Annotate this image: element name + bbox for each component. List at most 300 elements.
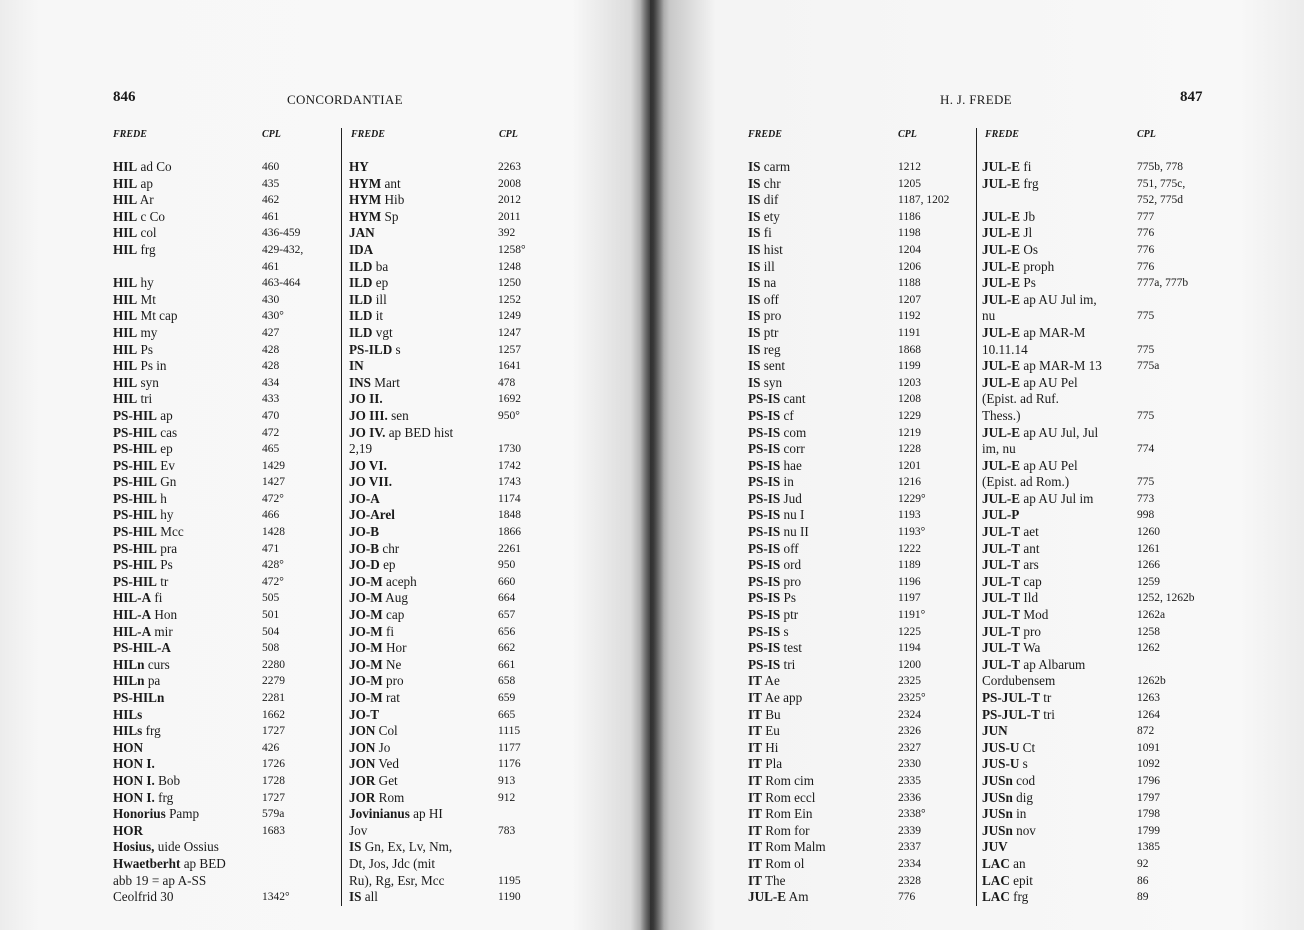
entry-siglum — [113, 275, 154, 292]
siglum-text: sent — [760, 358, 786, 374]
siglum-text: Pla — [761, 756, 783, 772]
entry-siglum — [349, 541, 399, 558]
index-entry — [748, 308, 973, 325]
index-entry — [748, 790, 973, 807]
index-entry — [349, 524, 579, 541]
siglum-bold: IT — [748, 706, 762, 722]
cpl-number: 661 — [498, 658, 516, 671]
cpl-number: 2281 — [262, 692, 285, 704]
siglum-text: pro — [780, 573, 802, 589]
cpl-number: 1212 — [898, 161, 921, 173]
cpl-number: 1200 — [898, 658, 921, 671]
column-head-cpl: CPL — [499, 129, 518, 140]
index-entry — [748, 242, 973, 259]
index-entry — [349, 657, 579, 674]
cpl-number: 466 — [262, 509, 280, 522]
siglum-text: in — [780, 474, 794, 490]
index-entry — [349, 574, 579, 591]
cpl-number: 1222 — [898, 542, 921, 555]
siglum-text: Os — [1020, 241, 1039, 257]
index-entry — [982, 524, 1222, 541]
entry-siglum — [113, 823, 143, 840]
entry-siglum — [349, 574, 417, 591]
index-entry — [982, 474, 1222, 491]
cpl-number: 1692 — [498, 393, 521, 406]
entry-siglum — [113, 458, 175, 475]
entry-siglum — [349, 242, 373, 259]
siglum-text: ars — [1020, 557, 1039, 573]
column-divider — [976, 128, 977, 906]
siglum-text: tri — [780, 656, 796, 672]
index-entry — [349, 474, 579, 491]
entry-siglum — [982, 790, 1033, 807]
siglum-bold: IT — [748, 772, 762, 788]
cpl-number: 1204 — [898, 243, 921, 256]
siglum-bold: JO-D — [349, 557, 380, 573]
siglum-text: aceph — [382, 573, 417, 589]
siglum-text: ant — [1020, 540, 1040, 556]
siglum-bold: PS-HIL — [113, 457, 157, 473]
index-entry — [113, 607, 338, 624]
index-entry — [113, 425, 338, 442]
cpl-number: 752, 775d — [1137, 194, 1183, 207]
entry-siglum — [982, 740, 1035, 757]
siglum-text: ap MAR-M 13 — [1020, 358, 1102, 374]
index-entry — [748, 507, 973, 524]
index-entry — [748, 192, 973, 209]
entry-siglum — [748, 889, 808, 906]
entry-siglum — [982, 425, 1098, 442]
siglum-bold: PS-HIL — [113, 540, 157, 556]
entry-siglum — [748, 408, 794, 425]
cpl-number: 1197 — [898, 592, 921, 605]
cpl-number: 1662 — [262, 708, 285, 721]
entry-siglum — [349, 839, 452, 856]
cpl-number: 775a — [1137, 360, 1160, 373]
siglum-text: dif — [760, 192, 779, 208]
siglum-bold: PS-ILD — [349, 341, 393, 357]
siglum-text: it — [372, 308, 384, 324]
cpl-number: 1206 — [898, 260, 921, 273]
siglum-bold: IS — [748, 291, 761, 307]
index-entry — [349, 773, 579, 790]
cpl-number: 89 — [1137, 891, 1149, 904]
entry-siglum — [748, 574, 801, 591]
index-entry — [349, 325, 579, 342]
index-entry — [748, 209, 973, 226]
cpl-number: 1266 — [1137, 559, 1160, 572]
cpl-number: 428 — [262, 343, 280, 356]
entry-siglum — [349, 159, 369, 176]
cpl-number: 665 — [498, 708, 516, 721]
entry-siglum — [113, 425, 177, 442]
siglum-bold: JUSn — [982, 822, 1013, 838]
cpl-number: 660 — [498, 575, 516, 588]
cpl-number: 1868 — [898, 343, 921, 356]
siglum-text: Jud — [780, 490, 802, 506]
siglum-bold: JO-M — [349, 590, 383, 606]
entry-siglum — [113, 192, 154, 209]
index-entry — [982, 308, 1222, 325]
siglum-text: ap — [137, 175, 153, 191]
siglum-bold: IT — [748, 756, 762, 772]
cpl-number: 775 — [1137, 409, 1155, 422]
cpl-number: 657 — [498, 609, 516, 622]
siglum-bold: IS — [748, 341, 761, 357]
index-entry — [349, 342, 579, 359]
siglum-bold: HON I. — [113, 756, 155, 772]
siglum-text: ptr — [780, 607, 799, 623]
cpl-number: 1176 — [498, 758, 521, 771]
siglum-text: cf — [780, 407, 794, 423]
siglum-bold: PS-IS — [748, 441, 781, 457]
siglum-text: na — [760, 275, 777, 291]
index-entry — [113, 806, 338, 823]
cpl-number: 775 — [1137, 476, 1155, 489]
cpl-number: 950° — [498, 409, 520, 422]
entry-siglum — [748, 839, 826, 856]
column-head-frede: FREDE — [985, 129, 1019, 140]
siglum-text: aet — [1020, 524, 1039, 540]
entry-siglum — [349, 225, 375, 242]
index-entry — [982, 574, 1222, 591]
siglum-text: hy — [156, 507, 174, 523]
entry-siglum — [349, 292, 387, 309]
entry-siglum — [113, 557, 173, 574]
cpl-number: 775 — [1137, 310, 1155, 323]
index-entry — [349, 441, 579, 458]
index-entry — [982, 873, 1222, 890]
entry-siglum — [748, 590, 796, 607]
cpl-number: 1186 — [898, 210, 921, 223]
siglum-text: fi — [760, 225, 772, 241]
book-gutter — [640, 0, 664, 930]
siglum-text: Hib — [381, 192, 405, 208]
siglum-bold: HYM — [349, 192, 382, 208]
siglum-bold: PS-IS — [748, 640, 781, 656]
siglum-bold: HYM — [349, 208, 382, 224]
index-entry — [113, 441, 338, 458]
siglum-text: my — [137, 324, 158, 340]
index-entry — [113, 358, 338, 375]
siglum-text: off — [780, 540, 799, 556]
siglum-bold: IT — [748, 872, 762, 888]
siglum-bold: JUL-E — [982, 241, 1021, 257]
cpl-number: 1259 — [1137, 575, 1160, 588]
entry-siglum — [113, 159, 172, 176]
siglum-bold: PS-IS — [748, 457, 781, 473]
entry-siglum — [113, 690, 164, 707]
cpl-number: 2337 — [898, 841, 921, 854]
entry-siglum — [748, 723, 780, 740]
entry-siglum — [982, 441, 1016, 458]
siglum-bold: JO-B — [349, 540, 380, 556]
siglum-bold: PS-HILn — [113, 690, 165, 705]
right-page — [650, 0, 1304, 930]
entry-siglum — [982, 474, 1069, 491]
cpl-number: 1205 — [898, 177, 921, 190]
entry-siglum — [982, 657, 1085, 674]
index-entry — [349, 275, 579, 292]
entry-siglum — [982, 624, 1041, 641]
entry-siglum — [349, 192, 404, 209]
entry-siglum — [349, 408, 409, 425]
cpl-number: 1225 — [898, 625, 921, 638]
siglum-bold: JUSn — [982, 789, 1013, 805]
siglum-text: ap HI — [409, 806, 443, 822]
index-entry — [113, 740, 338, 757]
index-entry — [349, 806, 579, 823]
index-entry — [982, 756, 1222, 773]
siglum-text: mir — [151, 623, 173, 639]
entry-siglum — [748, 342, 781, 359]
siglum-text: ap AU Pel — [1020, 457, 1078, 473]
entry-siglum — [982, 491, 1093, 508]
siglum-bold: IS — [349, 889, 362, 905]
index-entry — [982, 159, 1222, 176]
cpl-number: 1188 — [898, 277, 921, 290]
index-entry — [982, 707, 1222, 724]
index-entry — [982, 507, 1222, 524]
index-entry — [982, 541, 1222, 558]
entry-siglum — [748, 159, 790, 176]
running-head: CONCORDANTIAE — [287, 92, 403, 107]
index-entry — [748, 375, 973, 392]
entry-siglum — [982, 707, 1055, 724]
siglum-bold: JUL-E — [982, 324, 1021, 340]
entry-siglum — [748, 225, 772, 242]
index-entry — [349, 391, 579, 408]
entry-siglum — [113, 391, 152, 408]
siglum-bold: IT — [748, 690, 762, 705]
siglum-text: Sp — [381, 208, 399, 224]
index-entry — [748, 425, 973, 442]
cpl-number: 912 — [498, 791, 516, 804]
entry-siglum — [748, 673, 780, 690]
entry-siglum — [113, 673, 160, 690]
siglum-bold: IS — [748, 175, 761, 191]
siglum-bold: JUV — [982, 839, 1008, 855]
cpl-number: 505 — [262, 592, 280, 605]
siglum-text: Ps — [1020, 275, 1036, 291]
siglum-bold: JUL-E — [982, 457, 1021, 473]
siglum-text: Cordubensem — [982, 673, 1056, 689]
siglum-bold: PS-IS — [748, 573, 781, 589]
entry-siglum — [982, 541, 1040, 558]
siglum-bold: IS — [748, 225, 761, 241]
index-entry — [349, 292, 579, 309]
index-entry — [748, 723, 973, 740]
cpl-number: 1866 — [498, 526, 521, 539]
siglum-bold: JO II. — [349, 391, 383, 407]
cpl-number: 2336 — [898, 791, 921, 804]
cpl-number: 430° — [262, 310, 284, 323]
siglum-bold: HIL — [113, 225, 138, 241]
siglum-text: Hon — [151, 607, 178, 623]
entry-siglum — [982, 275, 1036, 292]
siglum-text: curs — [144, 656, 170, 672]
index-entry — [748, 259, 973, 276]
cpl-number: 1201 — [898, 459, 921, 472]
siglum-bold: ILD — [349, 324, 373, 340]
siglum-bold: PS-HIL — [113, 474, 157, 490]
siglum-bold: JO IV. — [349, 424, 386, 440]
siglum-text: ety — [760, 208, 780, 224]
index-entry — [349, 707, 579, 724]
siglum-text: com — [780, 424, 807, 440]
entry-siglum — [748, 773, 814, 790]
siglum-bold: PS-JUL-T — [982, 690, 1040, 705]
index-entry — [349, 740, 579, 757]
siglum-text: ep — [379, 557, 396, 573]
entry-siglum — [982, 856, 1026, 873]
index-entry — [349, 607, 579, 624]
index-entry — [113, 557, 338, 574]
index-entry — [748, 325, 973, 342]
cpl-number: 776 — [1137, 243, 1155, 256]
entry-siglum — [748, 441, 805, 458]
siglum-bold: LAC — [982, 889, 1010, 905]
entry-siglum — [748, 491, 802, 508]
entry-siglum — [349, 358, 364, 375]
index-entry — [748, 740, 973, 757]
cpl-number: 1428 — [262, 526, 285, 539]
siglum-bold: JUL-E — [982, 208, 1021, 224]
siglum-bold: JO-M — [349, 673, 383, 689]
siglum-text: Rom cim — [761, 772, 814, 788]
index-entry — [748, 756, 973, 773]
entry-siglum — [113, 325, 157, 342]
siglum-bold: JO VI. — [349, 457, 387, 473]
index-entry — [349, 541, 579, 558]
siglum-bold: ILD — [349, 275, 373, 291]
entry-siglum — [748, 823, 810, 840]
cpl-number: 1743 — [498, 476, 521, 489]
siglum-text: Ev — [156, 457, 175, 473]
siglum-bold: PS-HIL — [113, 490, 157, 506]
entry-siglum — [982, 458, 1078, 475]
index-entry — [113, 823, 338, 840]
index-entry — [349, 723, 579, 740]
index-entry — [349, 507, 579, 524]
entry-siglum — [982, 574, 1042, 591]
entry-siglum — [349, 690, 400, 707]
siglum-bold: IS — [748, 324, 761, 340]
index-entry — [113, 590, 338, 607]
cpl-number: 1208 — [898, 393, 921, 406]
siglum-text: (Epist. ad Rom.) — [982, 474, 1070, 490]
siglum-text: tri — [137, 391, 153, 407]
index-entry — [748, 839, 973, 856]
entry-siglum — [748, 640, 802, 657]
cpl-number: 1207 — [898, 293, 921, 306]
index-entry — [113, 275, 338, 292]
siglum-text: Bob — [154, 772, 181, 788]
cpl-number: 1249 — [498, 310, 521, 323]
column-head-cpl: CPL — [898, 129, 917, 140]
cpl-number: 2335 — [898, 774, 921, 787]
index-entry — [982, 640, 1222, 657]
siglum-bold: JUL-T — [982, 656, 1021, 672]
siglum-bold: IS — [748, 374, 761, 390]
siglum-text: syn — [760, 374, 783, 390]
siglum-text: cas — [156, 424, 178, 440]
entry-siglum — [113, 209, 165, 226]
cpl-number: 471 — [262, 542, 280, 555]
cpl-number: 1199 — [898, 360, 921, 373]
siglum-text: pro — [1020, 623, 1041, 639]
entry-siglum — [113, 640, 171, 657]
siglum-text: rat — [382, 690, 400, 705]
index-entry — [113, 873, 338, 890]
siglum-bold: HYM — [349, 175, 382, 191]
index-entry — [113, 707, 338, 724]
index-entry — [748, 557, 973, 574]
siglum-bold: IS — [748, 258, 761, 274]
cpl-number: 662 — [498, 642, 516, 655]
index-entry — [113, 292, 338, 309]
cpl-number: 2012 — [498, 194, 521, 207]
cpl-number: 1799 — [1137, 824, 1160, 837]
siglum-bold: JO-T — [349, 706, 380, 722]
index-entry — [349, 192, 579, 209]
index-entry — [113, 640, 338, 657]
siglum-text: tr — [156, 573, 169, 589]
siglum-text: Thess.) — [982, 407, 1021, 423]
siglum-text: Dt, Jos, Jdc (mit — [349, 855, 436, 871]
siglum-text: (Epist. ad Ruf. — [982, 391, 1059, 407]
entry-siglum — [113, 574, 168, 591]
entry-siglum — [748, 790, 815, 807]
siglum-text: h — [156, 490, 167, 506]
column-divider — [341, 128, 342, 906]
siglum-bold: HOR — [113, 822, 144, 838]
siglum-bold: JO-A — [349, 490, 380, 506]
siglum-text: Ar — [137, 192, 154, 208]
index-entry — [349, 225, 579, 242]
siglum-bold: PS-JUL-T — [982, 706, 1040, 722]
cpl-number: 1258° — [498, 243, 526, 256]
entry-siglum — [113, 308, 177, 325]
entry-siglum — [349, 209, 398, 226]
index-entry — [982, 607, 1222, 624]
index-entry — [748, 624, 973, 641]
siglum-bold: JO III. — [349, 407, 388, 423]
index-entry — [982, 242, 1222, 259]
siglum-bold: JUL-E — [982, 358, 1021, 374]
cpl-number: 1427 — [262, 476, 285, 489]
siglum-text: Mart — [371, 374, 400, 390]
cpl-number: 1250 — [498, 277, 521, 290]
index-entry — [113, 657, 338, 674]
index-entry — [982, 358, 1222, 375]
entry-siglum — [748, 375, 782, 392]
entry-siglum — [748, 275, 776, 292]
siglum-text: col — [137, 225, 157, 241]
index-entry — [113, 507, 338, 524]
cpl-number: 1262b — [1137, 675, 1166, 688]
siglum-text: tri — [1039, 706, 1055, 722]
cpl-number: 427 — [262, 326, 280, 339]
cpl-number: 2326 — [898, 725, 921, 738]
siglum-text: Rom Ein — [761, 806, 813, 822]
siglum-text: Eu — [761, 723, 780, 739]
cpl-number: 776 — [1137, 260, 1155, 273]
index-entry — [982, 889, 1222, 906]
page-number: 846 — [113, 89, 136, 105]
entry-siglum — [748, 308, 781, 325]
entry-siglum — [748, 657, 795, 674]
